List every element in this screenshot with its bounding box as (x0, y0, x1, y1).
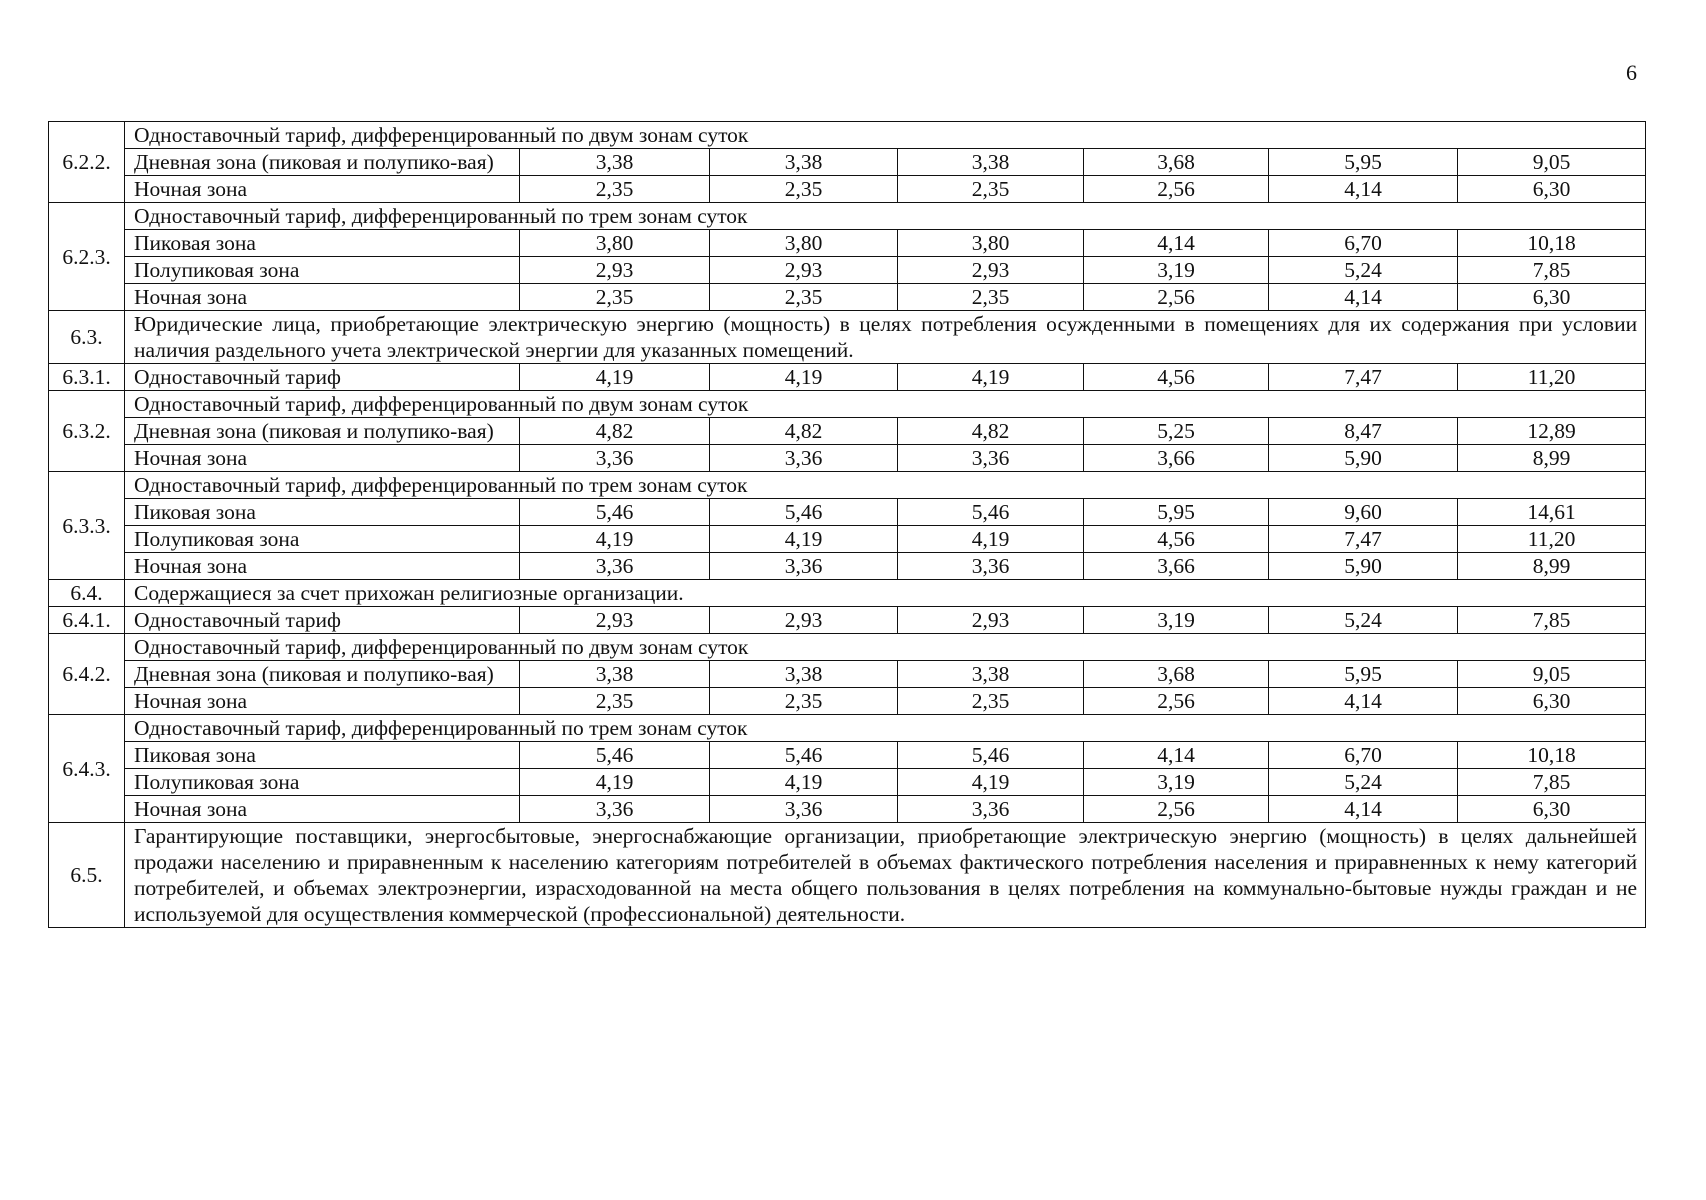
tariff-value: 4,19 (898, 769, 1084, 796)
tariff-value: 8,47 (1269, 418, 1458, 445)
item-code: 6.3.2. (49, 391, 125, 472)
tariff-zone-label: Ночная зона (125, 176, 520, 203)
item-code: 6.2.3. (49, 203, 125, 311)
tariff-value: 5,46 (898, 499, 1084, 526)
tariff-value: 5,95 (1269, 661, 1458, 688)
tariff-value: 3,38 (898, 661, 1084, 688)
table-row (49, 445, 1646, 472)
table-row (49, 580, 1646, 607)
tariff-value: 5,46 (710, 499, 898, 526)
tariff-value: 7,47 (1269, 364, 1458, 391)
item-code: 6.4.1. (49, 607, 125, 634)
tariff-value: 3,68 (1084, 661, 1269, 688)
tariff-value: 5,46 (710, 742, 898, 769)
tariff-value: 7,85 (1458, 769, 1646, 796)
tariff-zone-label: Ночная зона (125, 445, 520, 472)
tariff-zone-label: Пиковая зона (125, 499, 520, 526)
tariff-value: 2,93 (898, 607, 1084, 634)
tariff-value: 3,66 (1084, 445, 1269, 472)
tariff-value: 2,35 (710, 176, 898, 203)
tariff-value: 2,35 (520, 176, 710, 203)
tariff-subheader: Одноставочный тариф, дифференцированный по трем зонам суток (125, 715, 1646, 742)
tariff-value: 5,25 (1084, 418, 1269, 445)
table-row (49, 472, 1646, 499)
tariff-table (48, 121, 1646, 928)
tariff-value: 4,19 (710, 526, 898, 553)
tariff-value: 3,36 (710, 796, 898, 823)
tariff-zone-label: Ночная зона (125, 796, 520, 823)
tariff-value: 4,19 (520, 364, 710, 391)
tariff-value: 9,05 (1458, 661, 1646, 688)
tariff-value: 5,24 (1269, 769, 1458, 796)
tariff-value: 5,46 (898, 742, 1084, 769)
tariff-value: 5,95 (1084, 499, 1269, 526)
tariff-value: 4,14 (1084, 230, 1269, 257)
category-description: Гарантирующие поставщики, энергосбытовые, энергоснабжающие организации, приобретающие электрическую энергию (мощность) в целях дальнейшей продажи населению и приравненным к населению категориям потребителей в объемах фактического потребления населения и приравненных к нему категорий потребителей, и объемах электроэнергии, израсходованной на места общего пользования в целях потребления на коммунально-бытовые нужды граждан и не используемой для осуществления коммерческой (профессиональной) деятельности. (125, 823, 1646, 928)
tariff-value: 7,85 (1458, 607, 1646, 634)
tariff-value: 2,93 (520, 607, 710, 634)
tariff-value: 4,19 (898, 364, 1084, 391)
table-row (49, 661, 1646, 688)
tariff-value: 3,36 (898, 445, 1084, 472)
tariff-zone-label: Одноставочный тариф (125, 364, 520, 391)
tariff-value: 3,19 (1084, 769, 1269, 796)
table-row (49, 715, 1646, 742)
tariff-value: 3,38 (898, 149, 1084, 176)
tariff-value: 11,20 (1458, 364, 1646, 391)
tariff-zone-label: Полупиковая зона (125, 257, 520, 284)
tariff-subheader: Одноставочный тариф, дифференцированный по трем зонам суток (125, 472, 1646, 499)
tariff-value: 4,19 (520, 769, 710, 796)
table-row (49, 607, 1646, 634)
tariff-value: 2,35 (520, 688, 710, 715)
table-row (49, 769, 1646, 796)
tariff-value: 8,99 (1458, 553, 1646, 580)
tariff-value: 3,36 (898, 553, 1084, 580)
tariff-value: 7,85 (1458, 257, 1646, 284)
tariff-value: 3,38 (710, 149, 898, 176)
tariff-value: 2,93 (898, 257, 1084, 284)
tariff-value: 3,36 (898, 796, 1084, 823)
tariff-zone-label: Дневная зона (пиковая и полупико-вая) (125, 149, 520, 176)
tariff-value: 5,46 (520, 742, 710, 769)
tariff-value: 2,35 (520, 284, 710, 311)
tariff-value: 3,80 (898, 230, 1084, 257)
item-code: 6.4. (49, 580, 125, 607)
item-code: 6.3.3. (49, 472, 125, 580)
table-row (49, 122, 1646, 149)
tariff-zone-label: Полупиковая зона (125, 526, 520, 553)
tariff-value: 2,93 (520, 257, 710, 284)
table-row (49, 230, 1646, 257)
tariff-value: 6,30 (1458, 284, 1646, 311)
tariff-value: 4,19 (898, 526, 1084, 553)
category-description: Содержащиеся за счет прихожан религиозные организации. (125, 580, 1646, 607)
tariff-value: 4,82 (898, 418, 1084, 445)
tariff-zone-label: Пиковая зона (125, 230, 520, 257)
table-row (49, 149, 1646, 176)
tariff-value: 2,35 (898, 176, 1084, 203)
tariff-value: 10,18 (1458, 742, 1646, 769)
table-row (49, 391, 1646, 418)
tariff-value: 4,14 (1269, 176, 1458, 203)
table-row (49, 742, 1646, 769)
tariff-value: 3,36 (710, 553, 898, 580)
tariff-value: 3,36 (710, 445, 898, 472)
tariff-value: 5,46 (520, 499, 710, 526)
tariff-value: 3,68 (1084, 149, 1269, 176)
tariff-value: 6,30 (1458, 796, 1646, 823)
tariff-value: 4,56 (1084, 526, 1269, 553)
item-code: 6.4.2. (49, 634, 125, 715)
tariff-value: 4,82 (710, 418, 898, 445)
table-row (49, 499, 1646, 526)
tariff-value: 2,93 (710, 607, 898, 634)
tariff-value: 3,38 (520, 149, 710, 176)
tariff-value: 5,24 (1269, 257, 1458, 284)
tariff-zone-label: Дневная зона (пиковая и полупико-вая) (125, 661, 520, 688)
tariff-value: 2,35 (710, 284, 898, 311)
item-code: 6.3.1. (49, 364, 125, 391)
table-row (49, 796, 1646, 823)
tariff-value: 11,20 (1458, 526, 1646, 553)
item-code: 6.3. (49, 311, 125, 364)
tariff-value: 2,56 (1084, 284, 1269, 311)
tariff-value: 2,35 (898, 688, 1084, 715)
tariff-value: 4,14 (1269, 688, 1458, 715)
table-row (49, 284, 1646, 311)
tariff-zone-label: Одноставочный тариф (125, 607, 520, 634)
tariff-value: 3,36 (520, 796, 710, 823)
tariff-value: 3,80 (520, 230, 710, 257)
table-row (49, 418, 1646, 445)
tariff-value: 3,80 (710, 230, 898, 257)
tariff-value: 5,90 (1269, 445, 1458, 472)
table-row (49, 257, 1646, 284)
tariff-zone-label: Ночная зона (125, 553, 520, 580)
table-row (49, 823, 1646, 928)
tariff-value: 9,05 (1458, 149, 1646, 176)
tariff-value: 3,66 (1084, 553, 1269, 580)
tariff-value: 4,14 (1269, 284, 1458, 311)
tariff-value: 2,35 (710, 688, 898, 715)
tariff-value: 6,30 (1458, 688, 1646, 715)
tariff-value: 6,30 (1458, 176, 1646, 203)
tariff-value: 10,18 (1458, 230, 1646, 257)
table-row (49, 634, 1646, 661)
tariff-value: 12,89 (1458, 418, 1646, 445)
table-row (49, 311, 1646, 364)
tariff-value: 3,38 (520, 661, 710, 688)
table-row (49, 364, 1646, 391)
item-code: 6.2.2. (49, 122, 125, 203)
tariff-value: 6,70 (1269, 742, 1458, 769)
tariff-value: 3,19 (1084, 257, 1269, 284)
tariff-value: 2,56 (1084, 796, 1269, 823)
tariff-subheader: Одноставочный тариф, дифференцированный по двум зонам суток (125, 391, 1646, 418)
tariff-value: 4,19 (710, 364, 898, 391)
table-row (49, 176, 1646, 203)
tariff-zone-label: Полупиковая зона (125, 769, 520, 796)
tariff-value: 3,36 (520, 445, 710, 472)
tariff-value: 4,14 (1084, 742, 1269, 769)
table-row (49, 553, 1646, 580)
tariff-value: 2,35 (898, 284, 1084, 311)
tariff-value: 9,60 (1269, 499, 1458, 526)
tariff-value: 6,70 (1269, 230, 1458, 257)
tariff-subheader: Одноставочный тариф, дифференцированный по двум зонам суток (125, 122, 1646, 149)
tariff-value: 4,19 (520, 526, 710, 553)
category-description: Юридические лица, приобретающие электрическую энергию (мощность) в целях потребления осужденными в помещениях для их содержания при условии наличия раздельного учета электрической энергии для указанных помещений. (125, 311, 1646, 364)
tariff-value: 4,14 (1269, 796, 1458, 823)
tariff-value: 5,95 (1269, 149, 1458, 176)
tariff-zone-label: Дневная зона (пиковая и полупико-вая) (125, 418, 520, 445)
tariff-value: 3,19 (1084, 607, 1269, 634)
tariff-value: 5,24 (1269, 607, 1458, 634)
tariff-value: 4,56 (1084, 364, 1269, 391)
tariff-zone-label: Ночная зона (125, 688, 520, 715)
tariff-value: 5,90 (1269, 553, 1458, 580)
tariff-value: 4,82 (520, 418, 710, 445)
item-code: 6.5. (49, 823, 125, 928)
tariff-zone-label: Пиковая зона (125, 742, 520, 769)
tariff-value: 14,61 (1458, 499, 1646, 526)
tariff-subheader: Одноставочный тариф, дифференцированный по двум зонам суток (125, 634, 1646, 661)
tariff-value: 2,56 (1084, 176, 1269, 203)
tariff-value: 2,56 (1084, 688, 1269, 715)
tariff-value: 7,47 (1269, 526, 1458, 553)
tariff-value: 3,36 (520, 553, 710, 580)
page-number: 6 (1626, 60, 1637, 85)
table-row (49, 526, 1646, 553)
table-row (49, 203, 1646, 230)
tariff-value: 3,38 (710, 661, 898, 688)
tariff-value: 4,19 (710, 769, 898, 796)
tariff-zone-label: Ночная зона (125, 284, 520, 311)
tariff-subheader: Одноставочный тариф, дифференцированный по трем зонам суток (125, 203, 1646, 230)
tariff-value: 2,93 (710, 257, 898, 284)
table-row (49, 688, 1646, 715)
tariff-value: 8,99 (1458, 445, 1646, 472)
item-code: 6.4.3. (49, 715, 125, 823)
